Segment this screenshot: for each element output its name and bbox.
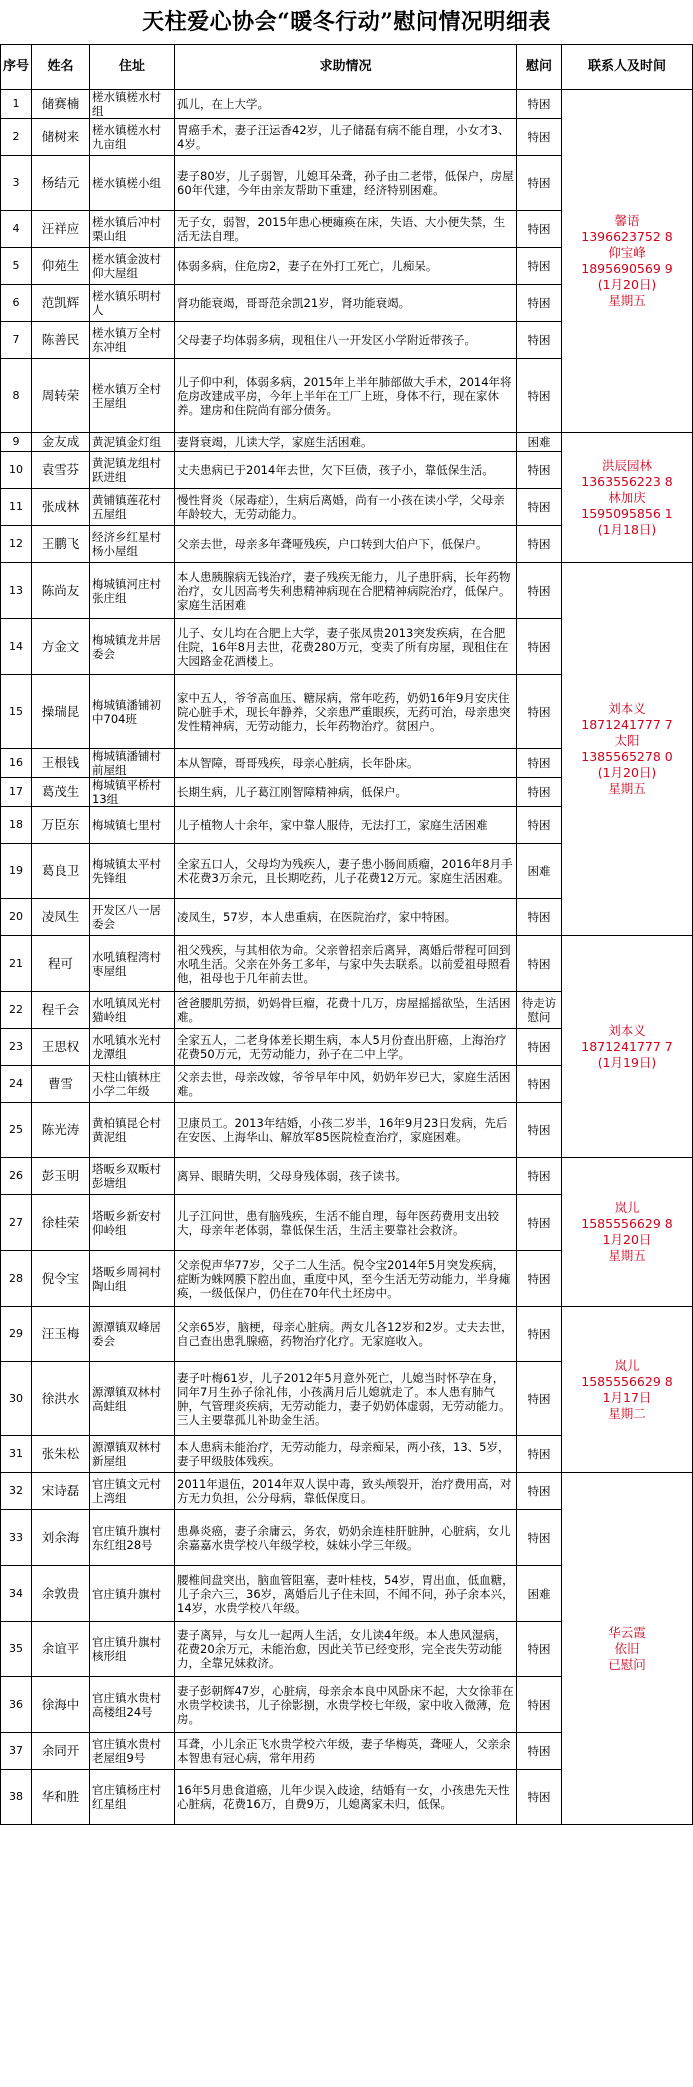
row-visit: 特困 (517, 452, 562, 489)
row-no: 38 (1, 1770, 32, 1825)
row-no: 28 (1, 1251, 32, 1307)
contact-line: 刘本义 (608, 701, 646, 716)
row-need: 父亲去世，母亲多年聋哑残疾，户口转到大伯户下，低保户。 (175, 526, 517, 563)
row-need: 父亲倪声华77岁，父子二人生活。倪令宝2014年5月突发疾病，症断为蛛网膜下腔出血，重度中风，至今生活无劳动能力，半身瘫痪，一级低保户，仍住在70年代土坯房中。 (175, 1251, 517, 1307)
row-address: 梅城镇太平村先锋组 (90, 844, 175, 899)
row-contact (562, 563, 693, 936)
row-no: 20 (1, 899, 32, 936)
row-name: 仰苑生 (32, 248, 90, 285)
row-name: 葛良卫 (32, 844, 90, 899)
row-name: 葛茂生 (32, 778, 90, 807)
row-visit: 特困 (517, 489, 562, 526)
contact-line: 1871241777 7 (581, 717, 673, 732)
row-no: 36 (1, 1677, 32, 1733)
header-no: 序号 (1, 45, 32, 90)
row-no: 37 (1, 1733, 32, 1770)
row-no: 26 (1, 1158, 32, 1195)
row-need: 胃癌手术，妻子汪运香42岁，儿子储磊有病不能自理，小女才3、4岁。 (175, 119, 517, 156)
contact-line: 馨语 (614, 213, 640, 228)
row-need: 爸爸腰肌劳损，奶妈骨巨瘤，花费十几万，房屋摇摇欲坠，生活困难。 (175, 992, 517, 1029)
row-name: 曹雪 (32, 1066, 90, 1103)
row-need: 儿子江问世，患有脑残疾，生活不能自理，每年医药费用支出较大，母亲年老体弱，靠低保生活，生活主要靠社会救济。 (175, 1195, 517, 1251)
row-need: 凌凤生，57岁，本人患重病，在医院治疗，家中特困。 (175, 899, 517, 936)
row-name: 汪祥应 (32, 211, 90, 248)
contact-line: 星期五 (608, 1248, 646, 1263)
row-visit: 特困 (517, 1770, 562, 1825)
row-address: 梅城镇七里村 (90, 807, 175, 844)
row-name: 徐海中 (32, 1677, 90, 1733)
row-no: 7 (1, 322, 32, 359)
row-no: 11 (1, 489, 32, 526)
row-visit: 特困 (517, 1510, 562, 1566)
row-contact (562, 1473, 693, 1825)
row-no: 35 (1, 1622, 32, 1677)
row-no: 18 (1, 807, 32, 844)
row-no: 8 (1, 359, 32, 433)
row-address: 源潭镇双林村新屋组 (90, 1436, 175, 1473)
table-row (1, 1473, 693, 1510)
header-visit: 慰问 (517, 45, 562, 90)
row-name: 王根钱 (32, 749, 90, 778)
row-address: 黄泥镇金灯组 (90, 433, 175, 452)
row-address: 天柱山镇林庄小学二年级 (90, 1066, 175, 1103)
row-no: 6 (1, 285, 32, 322)
contact-line: 星期五 (608, 293, 646, 308)
contact-line: 已慰问 (608, 1656, 646, 1672)
row-need: 妻子离异，与女儿一起两人生活，女儿读4年级。本人患风湿病，花费20余万元，未能治愈，因此关节已经变形，完全丧失劳动能力，全靠兄妹救济。 (175, 1622, 517, 1677)
contact-line: 1396623752 8 (581, 229, 673, 244)
row-address: 塔畈乡新安村仰岭组 (90, 1195, 175, 1251)
row-name: 徐洪水 (32, 1362, 90, 1436)
row-need: 离异、眼睛失明，父母身残体弱，孩子读书。 (175, 1158, 517, 1195)
row-name: 余谊平 (32, 1622, 90, 1677)
row-no: 31 (1, 1436, 32, 1473)
row-address: 黄泥镇龙组村跃进组 (90, 452, 175, 489)
row-name: 储赛楠 (32, 90, 90, 119)
row-address: 官庄镇水贵村高楼组24号 (90, 1677, 175, 1733)
row-name: 彭玉明 (32, 1158, 90, 1195)
row-name: 倪令宝 (32, 1251, 90, 1307)
row-need: 16年5月患食道癌，儿年少误入歧途，结婚有一女，小孩患先天性心脏病，花费16万，自费9万，儿媳离家未归，低保。 (175, 1770, 517, 1825)
contact-line: 星期五 (608, 781, 646, 796)
row-visit: 困难 (517, 844, 562, 899)
contact-line: 1585556629 8 (581, 1373, 673, 1389)
row-name: 张成林 (32, 489, 90, 526)
header-contact: 联系人及时间 (562, 45, 693, 90)
contact-line: 1895690569 9 (581, 261, 673, 276)
row-visit: 特困 (517, 936, 562, 992)
row-address: 梅城镇龙井居委会 (90, 619, 175, 675)
row-address: 黄铺镇莲花村五屋组 (90, 489, 175, 526)
row-need: 儿子、女儿均在合肥上大学，妻子张凤贵2013突发疾病，在合肥住院，16年8月去世，花费280万元，变卖了所有房屋，现租住在大园路金花酒楼上。 (175, 619, 517, 675)
row-visit: 特困 (517, 1473, 562, 1510)
contact-line: (1月20日) (597, 277, 657, 292)
row-no: 10 (1, 452, 32, 489)
contact-line: 星期二 (608, 1405, 646, 1421)
row-visit: 特困 (517, 248, 562, 285)
row-visit: 特困 (517, 1733, 562, 1770)
row-name: 华和胜 (32, 1770, 90, 1825)
row-no: 23 (1, 1029, 32, 1066)
row-need: 耳聋，小儿余正飞水贵学校六年级，妻子华梅英，聋哑人，父亲余本智患有冠心病，常年用药 (175, 1733, 517, 1770)
row-no: 12 (1, 526, 32, 563)
row-name: 陈尚友 (32, 563, 90, 619)
row-visit: 特困 (517, 1677, 562, 1733)
row-no: 29 (1, 1307, 32, 1362)
row-need: 孤儿，在上大学。 (175, 90, 517, 119)
contact-line: 1月17日 (602, 1389, 652, 1405)
row-address: 槎水镇槎小组 (90, 156, 175, 211)
contact-line: (1月19日) (597, 1054, 657, 1070)
row-need: 肾功能衰竭，哥哥范余凯21岁，肾功能衰竭。 (175, 285, 517, 322)
row-no: 4 (1, 211, 32, 248)
row-visit: 特困 (517, 1103, 562, 1158)
row-visit: 特困 (517, 675, 562, 749)
row-name: 凌凤生 (32, 899, 90, 936)
row-address: 官庄镇杨庄村红星组 (90, 1770, 175, 1825)
row-visit: 特困 (517, 359, 562, 433)
row-visit: 特困 (517, 807, 562, 844)
contact-line: 1月20日 (602, 1232, 652, 1247)
row-need: 本从智障，哥哥残疾，母亲心脏病，长年卧床。 (175, 749, 517, 778)
header-need: 求助情况 (175, 45, 517, 90)
contact-line: 1385565278 0 (581, 749, 673, 764)
row-address: 官庄镇水贵村老屋组9号 (90, 1733, 175, 1770)
row-visit: 特困 (517, 1436, 562, 1473)
row-need: 无子女，弱智，2015年患心梗瘫痪在床，失语、大小便失禁，生活无法自理。 (175, 211, 517, 248)
row-visit: 特困 (517, 322, 562, 359)
row-need: 妻肾衰竭，儿读大学，家庭生活困难。 (175, 433, 517, 452)
row-visit: 待走访慰问 (517, 992, 562, 1029)
row-need: 父亲65岁，脑梗，母亲心脏病。两女儿各12岁和2岁。丈夫去世，自己查出患乳腺癌，药物治疗化疗。无家庭收入。 (175, 1307, 517, 1362)
row-address: 官庄镇文元村上湾组 (90, 1473, 175, 1510)
row-contact (562, 1158, 693, 1307)
row-address: 梅城镇潘铺村前屋组 (90, 749, 175, 778)
row-no: 16 (1, 749, 32, 778)
row-name: 周转荣 (32, 359, 90, 433)
row-address: 槎水镇槎水村组 (90, 90, 175, 119)
row-visit: 特困 (517, 1195, 562, 1251)
row-no: 30 (1, 1362, 32, 1436)
row-visit: 特困 (517, 119, 562, 156)
row-address: 槎水镇乐明村人 (90, 285, 175, 322)
row-no: 34 (1, 1566, 32, 1622)
contact-line: 岚儿 (614, 1357, 640, 1373)
row-no: 32 (1, 1473, 32, 1510)
row-visit: 特困 (517, 1622, 562, 1677)
row-name: 程可 (32, 936, 90, 992)
row-visit: 特困 (517, 1307, 562, 1362)
row-name: 袁雪芬 (32, 452, 90, 489)
row-need: 体弱多病，住危房2，妻子在外打工死亡，儿痴呆。 (175, 248, 517, 285)
row-visit: 特困 (517, 285, 562, 322)
table-row (1, 936, 693, 992)
row-address: 塔畈乡周祠村陶山组 (90, 1251, 175, 1307)
header-address: 住址 (90, 45, 175, 90)
row-visit: 特困 (517, 1066, 562, 1103)
row-visit: 特困 (517, 1251, 562, 1307)
row-address: 槎水镇万全村王屋组 (90, 359, 175, 433)
row-address: 官庄镇升旗村核形组 (90, 1622, 175, 1677)
table-row (1, 90, 693, 119)
row-need: 本人患胰腺病无钱治疗，妻子残疾无能力，儿子患肝病，长年药物治疗，女儿因高考失利患精神病现在合肥精神病院治疗，低保户。家庭生活困难 (175, 563, 517, 619)
row-name: 张朱松 (32, 1436, 90, 1473)
contact-line: 1871241777 7 (581, 1038, 673, 1054)
row-contact (562, 936, 693, 1158)
row-need: 卫康员工。2013年结婚，小孩二岁半，16年9月23日发病，先后在安医、上海华山、解放军85医院检查治疗，家庭困难。 (175, 1103, 517, 1158)
table-row (1, 1307, 693, 1362)
row-need: 丈夫患病已于2014年去世，欠下巨债，孩子小，靠低保生活。 (175, 452, 517, 489)
row-need: 妻子80岁，儿子弱智，儿媳耳朵聋，孙子由二老带，低保户，房屋60年代建，今年由亲友帮助下重建，经济特别困难。 (175, 156, 517, 211)
contact-line: 太阳 (614, 733, 640, 748)
row-address: 官庄镇升旗村 (90, 1566, 175, 1622)
row-no: 9 (1, 433, 32, 452)
row-name: 汪玉梅 (32, 1307, 90, 1362)
row-visit: 特困 (517, 563, 562, 619)
row-need: 慢性肾炎（尿毒症），生病后离婚，尚有一小孩在读小学，父母亲年龄较大，无劳动能力。 (175, 489, 517, 526)
row-need: 腰椎间盘突出，脑血管阻塞，妻叶桂枝，54岁，胃出血，低血糖，儿子余六三，36岁，离婚后儿子住未回，不闻不问，孙子余本兴，14岁，水贵学校八年级。 (175, 1566, 517, 1622)
row-need: 父母妻子均体弱多病，现租住八一开发区小学附近带孩子。 (175, 322, 517, 359)
row-no: 14 (1, 619, 32, 675)
row-address: 源潭镇双林村高蛙组 (90, 1362, 175, 1436)
row-address: 槎水镇金波村仰大屋组 (90, 248, 175, 285)
row-no: 1 (1, 90, 32, 119)
row-name: 宋诗磊 (32, 1473, 90, 1510)
row-name: 方金文 (32, 619, 90, 675)
row-visit: 特困 (517, 211, 562, 248)
row-need: 全家五口人，父母均为残疾人，妻子患小肠间质瘤，2016年8月手术花费3万余元，且长期吃药，儿子花费12万元。家庭生活困难。 (175, 844, 517, 899)
row-no: 21 (1, 936, 32, 992)
row-need: 儿子仰中利，体弱多病，2015年上半年肺部做大手术，2014年将危房改建成平房，今年上半年在工厂上班，身体不行，现在家休养。建房和住院尚有部分债务。 (175, 359, 517, 433)
row-visit: 特困 (517, 526, 562, 563)
row-no: 2 (1, 119, 32, 156)
row-name: 万臣东 (32, 807, 90, 844)
row-name: 余同开 (32, 1733, 90, 1770)
contact-line: 林加庆 (608, 489, 646, 505)
page-title: 天柱爱心协会“暖冬行动”慰问情况明细表 (142, 9, 551, 35)
header-row (1, 45, 693, 90)
row-address: 槎水镇槎水村九亩组 (90, 119, 175, 156)
row-visit: 特困 (517, 749, 562, 778)
row-need: 2011年退伍，2014年双人误中毒，致头颅裂开，治疗费用高，对方无力负担，公分母病，靠低保度日。 (175, 1473, 517, 1510)
row-address: 水吼镇凤光村猫岭组 (90, 992, 175, 1029)
row-visit: 特困 (517, 899, 562, 936)
row-visit: 困难 (517, 1566, 562, 1622)
row-address: 水吼镇水光村龙潭组 (90, 1029, 175, 1066)
row-no: 17 (1, 778, 32, 807)
row-need: 本人患病未能治疗，无劳动能力，母亲痴呆，两小孩，13、5岁，妻子甲级肢体残疾。 (175, 1436, 517, 1473)
row-need: 家中五人，爷爷高血压、糖尿病，常年吃药，奶奶16年9月安庆住院心脏手术，现长年静养，父亲患严重眼疾，无药可治，母亲患突发性精神病，无劳动能力，长年药物治疗。贫困户。 (175, 675, 517, 749)
table-row (1, 563, 693, 619)
row-name: 王思权 (32, 1029, 90, 1066)
row-name: 杨结元 (32, 156, 90, 211)
row-contact (562, 90, 693, 433)
row-address: 梅城镇平桥村13组 (90, 778, 175, 807)
row-address: 槎水镇万全村东冲组 (90, 322, 175, 359)
row-visit: 特困 (517, 619, 562, 675)
row-name: 徐桂荣 (32, 1195, 90, 1251)
row-need: 全家五人，二老身体差长期生病，本人5月份查出肝癌，上海治疗花费50万元，无劳动能力，孙子在二中上学。 (175, 1029, 517, 1066)
row-address: 官庄镇升旗村东红组28号 (90, 1510, 175, 1566)
row-name: 程千会 (32, 992, 90, 1029)
row-address: 经济乡红星村杨小屋组 (90, 526, 175, 563)
row-visit: 特困 (517, 1029, 562, 1066)
contact-line: 刘本义 (608, 1022, 646, 1038)
row-name: 陈善民 (32, 322, 90, 359)
row-no: 24 (1, 1066, 32, 1103)
row-name: 陈光涛 (32, 1103, 90, 1158)
row-visit: 特困 (517, 1362, 562, 1436)
row-name: 刘余海 (32, 1510, 90, 1566)
row-no: 22 (1, 992, 32, 1029)
row-address: 黄柏镇昆仑村黄泥组 (90, 1103, 175, 1158)
row-name: 范凯辉 (32, 285, 90, 322)
contact-line: 华云霞 (608, 1624, 646, 1640)
row-no: 3 (1, 156, 32, 211)
contact-line: 洪辰园林 (601, 457, 652, 473)
row-need: 祖父残疾，与其相依为命。父亲曾招亲后离异，离婚后带程可回到水吼生活。父亲在外务工多年，与家中失去联系。以前爱祖母照看他，祖母也于几年前去世。 (175, 936, 517, 992)
contact-line: 仰宝峰 (608, 245, 646, 260)
row-no: 5 (1, 248, 32, 285)
row-visit: 特困 (517, 778, 562, 807)
row-name: 王鹏飞 (32, 526, 90, 563)
row-visit: 特困 (517, 90, 562, 119)
row-need: 儿子植物人十余年，家中靠人服侍，无法打工，家庭生活困难 (175, 807, 517, 844)
row-address: 源潭镇双峰居委会 (90, 1307, 175, 1362)
table-row (1, 433, 693, 452)
row-name: 金友成 (32, 433, 90, 452)
row-address: 水吼镇程湾村枣屋组 (90, 936, 175, 992)
row-address: 槎水镇后冲村栗山组 (90, 211, 175, 248)
row-no: 19 (1, 844, 32, 899)
header-name: 姓名 (32, 45, 90, 90)
contact-line: 1595095856 1 (581, 505, 673, 521)
row-contact (562, 433, 693, 563)
row-need: 患鼻炎癌，妻子余庸云，务农，奶奶余连桂肝脏肿，心脏病，女儿余嘉嘉水贵学校八年级学校，妹妹小学三年级。 (175, 1510, 517, 1566)
contact-line: (1月18日) (597, 521, 657, 537)
row-need: 长期生病，儿子葛江刚智障精神病，低保户。 (175, 778, 517, 807)
row-no: 15 (1, 675, 32, 749)
row-need: 父亲去世，母亲改嫁，爷爷早年中风，奶奶年岁已大，家庭生活困难。 (175, 1066, 517, 1103)
row-name: 操瑞昆 (32, 675, 90, 749)
row-address: 塔畈乡双畈村彭塘组 (90, 1158, 175, 1195)
row-name: 余敦贵 (32, 1566, 90, 1622)
contact-line: 1585556629 8 (581, 1216, 673, 1231)
row-address: 开发区八一居委会 (90, 899, 175, 936)
table-row (1, 1158, 693, 1195)
contact-line: 岚儿 (614, 1200, 640, 1215)
row-no: 33 (1, 1510, 32, 1566)
relief-table (0, 44, 693, 1825)
row-address: 梅城镇河庄村张庄组 (90, 563, 175, 619)
row-visit: 特困 (517, 156, 562, 211)
contact-line: 依旧 (614, 1640, 640, 1656)
row-need: 妻子叶梅61岁，儿子2012年5月意外死亡，儿媳当时怀孕在身，同年7月生孙子徐礼伟，小孩满月后儿媳就走了。本人患有肺气肿，气管理炎疾病，无劳动能力，妻子奶奶体虚弱，无劳动能力。三人主要靠孤儿补助金生活。 (175, 1362, 517, 1436)
row-address: 梅城镇潘铺初中704班 (90, 675, 175, 749)
row-need: 妻子彭朝辉47岁，心脏病，母亲余本良中风卧床不起，大女徐菲在水贵学校读书，儿子徐影捌，水贵学校七年级，家中收入微薄，危房。 (175, 1677, 517, 1733)
row-no: 25 (1, 1103, 32, 1158)
row-no: 27 (1, 1195, 32, 1251)
row-name: 储树来 (32, 119, 90, 156)
row-contact (562, 1307, 693, 1473)
row-visit: 特困 (517, 1158, 562, 1195)
contact-line: (1月20日) (597, 765, 657, 780)
row-visit: 困难 (517, 433, 562, 452)
contact-line: 1363556223 8 (581, 473, 673, 489)
row-no: 13 (1, 563, 32, 619)
